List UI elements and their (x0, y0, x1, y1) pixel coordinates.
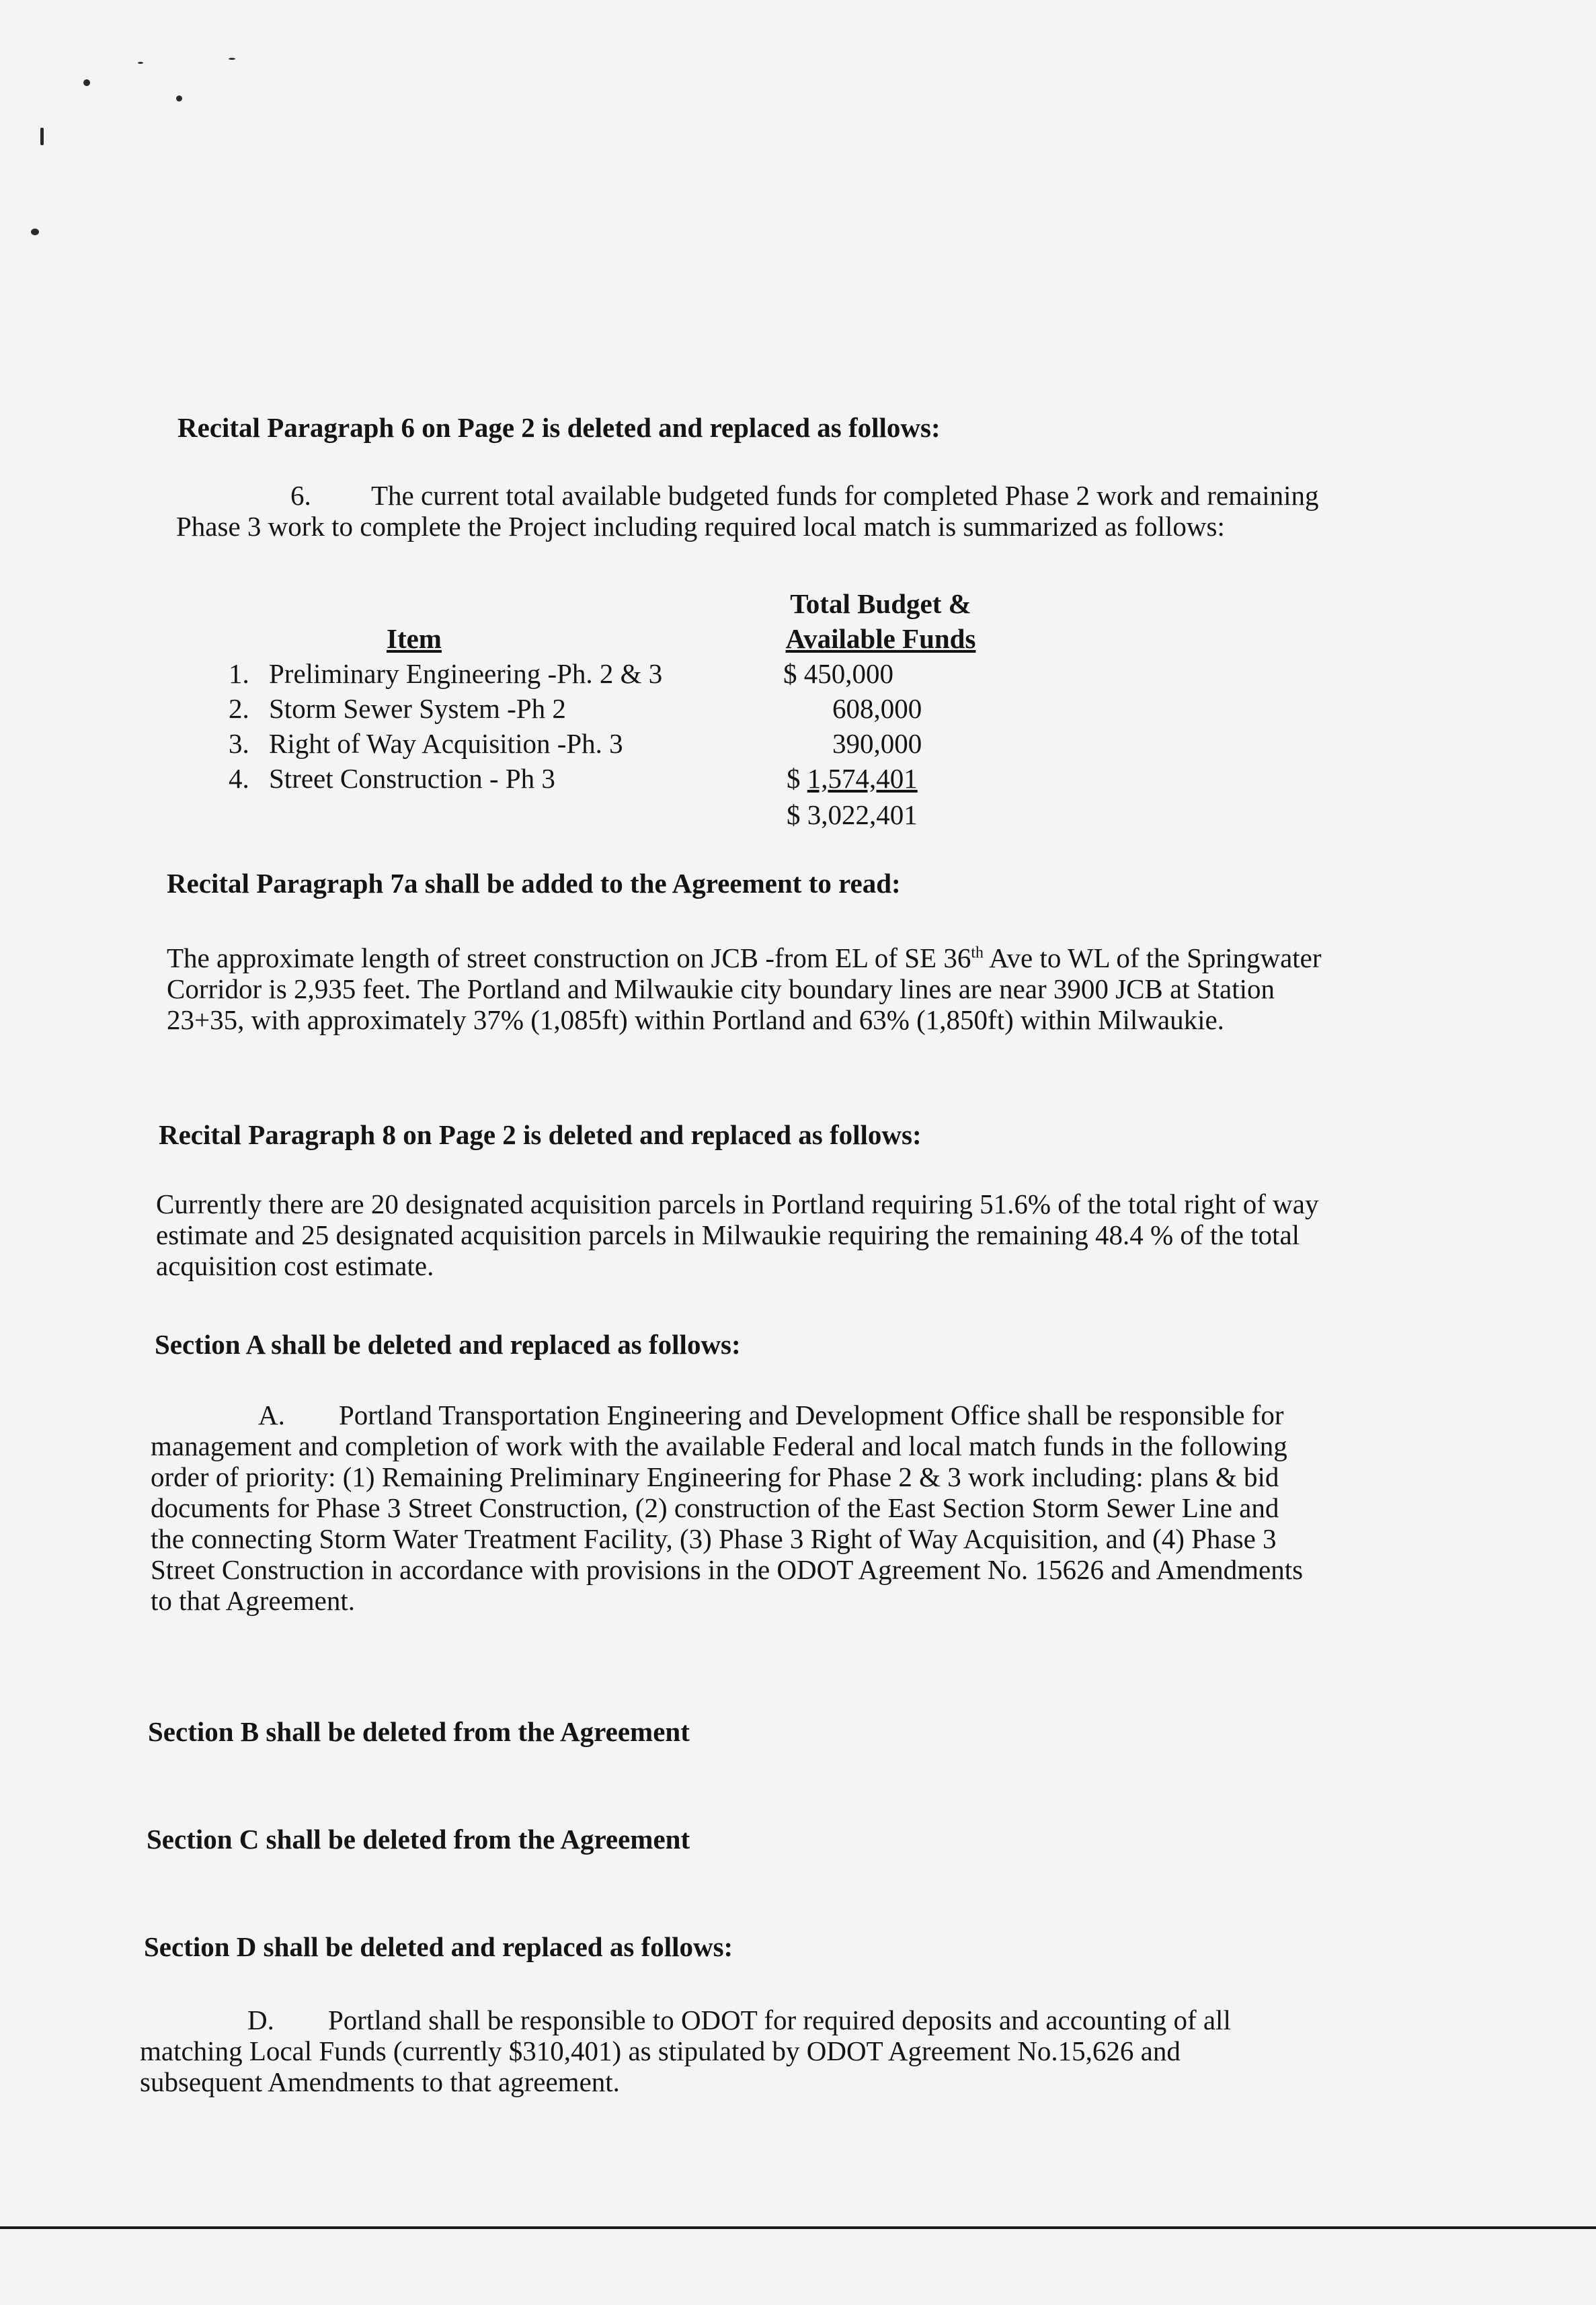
budget-total: $ 3,022,401 (787, 799, 918, 830)
budget-row-label: Street Construction - Ph 3 (269, 763, 555, 794)
recital-6-line: Phase 3 work to complete the Project including required local match is summarized as follows: (176, 511, 1225, 542)
recital-7a-paragraph (167, 942, 1484, 1035)
scan-speck (138, 62, 143, 64)
section-a-line: Street Construction in accordance with provisions in the ODOT Agreement No. 15626 and Amendments (151, 1554, 1304, 1585)
budget-row-number: 4. (229, 763, 249, 794)
section-a-paragraph (151, 1400, 1488, 1616)
section-a-line: management and completion of work with the available Federal and local match funds in the following (151, 1430, 1287, 1461)
recital-7a-line: Ave to WL of the Springwater (984, 942, 1322, 973)
recital-6-heading: Recital Paragraph 6 on Page 2 is deleted and replaced as follows: (177, 412, 941, 443)
section-d-line: Portland shall be responsible to ODOT for required deposits and accounting of all (328, 2005, 1231, 2035)
budget-row-label: Storm Sewer System -Ph 2 (269, 693, 566, 724)
scan-speck (31, 229, 39, 235)
total-header-line: Total Budget & (790, 588, 971, 619)
section-a-letter: A. (258, 1400, 285, 1430)
currency-sign: $ (787, 763, 807, 794)
total-header-line: Available Funds (785, 623, 976, 654)
budget-row-amount: $ 450,000 (783, 658, 893, 689)
section-a-line: to that Agreement. (151, 1585, 355, 1616)
budget-row-value: 1,574,401 (807, 763, 918, 794)
scan-speck (40, 128, 44, 145)
recital-6-number: 6. (290, 480, 311, 511)
total-column-header (760, 586, 1002, 656)
budget-row-number: 2. (229, 693, 249, 724)
recital-8-line: Currently there are 20 designated acquisition parcels in Portland requiring 51.6% of the total right of way (156, 1188, 1319, 1219)
section-c-heading: Section C shall be deleted from the Agreement (147, 1824, 690, 1855)
section-a-line: documents for Phase 3 Street Construction, (2) construction of the East Section Storm Sewer Line and (151, 1492, 1279, 1523)
budget-row-number: 1. (229, 658, 249, 689)
section-a-heading: Section A shall be deleted and replaced as follows: (155, 1329, 741, 1360)
budget-row (229, 761, 555, 796)
section-d-line: subsequent Amendments to that agreement. (140, 2066, 620, 2097)
budget-row-amount (787, 761, 918, 796)
recital-7a-line: The approximate length of street construction on JCB -from EL of SE 36 (167, 942, 971, 973)
budget-row-label: Right of Way Acquisition -Ph. 3 (269, 728, 623, 759)
scan-speck (176, 95, 182, 102)
budget-row-label: Preliminary Engineering -Ph. 2 & 3 (269, 658, 663, 689)
scan-speck (83, 79, 90, 86)
budget-row (229, 726, 623, 761)
scan-speck (229, 58, 235, 60)
section-a-line: the connecting Storm Water Treatment Facility, (3) Phase 3 Right of Way Acquisition, and (4) Phase 3 (151, 1523, 1277, 1554)
section-b-heading: Section B shall be deleted from the Agreement (148, 1716, 690, 1747)
section-a-line: Portland Transportation Engineering and Development Office shall be responsible for (339, 1400, 1284, 1430)
recital-8-line: estimate and 25 designated acquisition parcels in Milwaukie requiring the remaining 48.4 % of the total (156, 1219, 1300, 1250)
recital-8-line: acquisition cost estimate. (156, 1250, 434, 1281)
budget-row-number: 3. (229, 728, 249, 759)
item-column-header: Item (387, 623, 442, 654)
ordinal-suffix: th (971, 944, 984, 962)
recital-7a-line: 23+35, with approximately 37% (1,085ft) within Portland and 63% (1,850ft) within Milwaukie. (167, 1004, 1224, 1035)
page-bottom-rule (0, 2226, 1596, 2229)
budget-row-amount: 608,000 (832, 693, 922, 724)
recital-8-paragraph (156, 1188, 1487, 1281)
section-d-letter: D. (247, 2005, 274, 2035)
section-a-line: order of priority: (1) Remaining Preliminary Engineering for Phase 2 & 3 work including: plans & bid (151, 1461, 1279, 1492)
section-d-heading: Section D shall be deleted and replaced as follows: (144, 1931, 733, 1962)
recital-8-heading: Recital Paragraph 8 on Page 2 is deleted and replaced as follows: (159, 1119, 922, 1150)
budget-row (229, 656, 662, 691)
recital-6-line: The current total available budgeted funds for completed Phase 2 work and remaining (371, 480, 1319, 511)
recital-7a-line: Corridor is 2,935 feet. The Portland and Milwaukie city boundary lines are near 3900 JCB at Station (167, 973, 1275, 1004)
budget-row-amount: 390,000 (832, 728, 922, 759)
section-d-paragraph (140, 2005, 1458, 2097)
budget-row (229, 691, 566, 726)
recital-6-paragraph (176, 480, 1474, 542)
section-d-line: matching Local Funds (currently $310,401) as stipulated by ODOT Agreement No.15,626 and (140, 2035, 1181, 2066)
recital-7a-heading: Recital Paragraph 7a shall be added to the Agreement to read: (167, 868, 901, 899)
